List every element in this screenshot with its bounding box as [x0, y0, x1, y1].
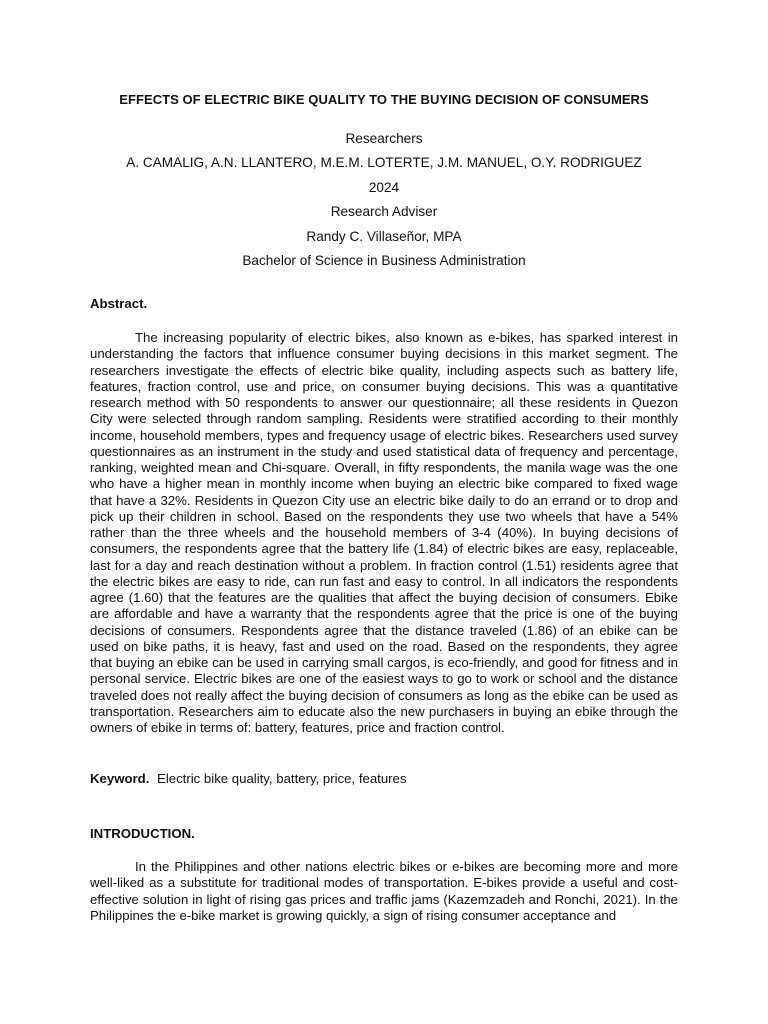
- publication-year: 2024: [368, 180, 400, 195]
- keyword-line: [90, 771, 406, 786]
- introduction-heading: INTRODUCTION.: [90, 826, 195, 841]
- degree-program: Bachelor of Science in Business Administration: [242, 253, 526, 268]
- adviser-label: Research Adviser: [330, 204, 438, 219]
- keyword-list: Electric bike quality, battery, price, features: [157, 771, 407, 786]
- abstract-heading: Abstract.: [90, 296, 148, 311]
- abstract-paragraph: The increasing popularity of electric bikes, also known as e-bikes, has sparked interest in understanding the factors that influence consumer buying decisions in this market segment. The researchers investigate the effects of electric bike quality, including aspects such as battery life, features, fraction control, use and price, on consumer buying decisions. This was a quantitative research method with 50 respondents to answer our questionnaire; all these residents in Quezon City were selected through random sampling. Residents were stratified according to their monthly income, household members, types and frequency usage of electric bikes. Researchers used survey questionnaires as an instrument in the study and used statistical data of frequency and percentage, ranking, weighted mean and Chi-square. Overall, in fifty respondents, the manila wage was the one who have a higher mean in monthly income when buying an electric bike compared to fixed wage that have a 32%. Residents in Quezon City use an electric bike daily to do an errand or to drop and pick up their children in school. Based on the respondents they use two wheels that have a 54% rather than the three wheels and the household members of 3-4 (40%). In buying decisions of consumers, the respondents agree that the battery life (1.84) of electric bikes are easy, replaceable, last for a day and reach destination without a problem. In fraction control (1.51) residents agree that the electric bikes are easy to ride, can run fast and easy to control. In all indicators the respondents agree (1.60) that the features are the qualities that affect the buying decision of consumers. Ebike are affordable and have a warranty that the respondents agree that the price is one of the buying decisions of consumers. Respondents agree that the distance traveled (1.86) of an ebike can be used on bike paths, it is heavy, fast and used on the road. Based on the respondents, they agree that buying an ebike can be used in carrying small cargos, is eco-friendly, and good for fitness and in personal service. Electric bikes are one of the easiest ways to go to work or school and the distance traveled does not really affect the buying decision of consumers as long as the ebike can be used as transportation. Researchers aim to educate also the new purchasers in buying an ebike through the owners of ebike in terms of: battery, features, price and fraction control.: [90, 330, 678, 735]
- researchers-label: Researchers: [345, 131, 423, 146]
- paper-title: EFFECTS OF ELECTRIC BIKE QUALITY TO THE BUYING DECISION OF CONSUMERS: [119, 92, 649, 107]
- introduction-paragraph: In the Philippines and other nations electric bikes or e-bikes are becoming more and more well-liked as a substitute for traditional modes of transportation. E-bikes provide a useful and cost-effective solution in light of rising gas prices and traffic jams (Kazemzadeh and Ronchi, 2021). In the Philippines the e-bike market is growing quickly, a sign of rising consumer acceptance and: [90, 859, 678, 923]
- adviser-name: Randy C. Villaseñor, MPA: [306, 229, 462, 244]
- keyword-label: Keyword.: [90, 771, 150, 786]
- author-list: A. CAMALIG, A.N. LLANTERO, M.E.M. LOTERTE, J.M. MANUEL, O.Y. RODRIGUEZ: [126, 155, 642, 170]
